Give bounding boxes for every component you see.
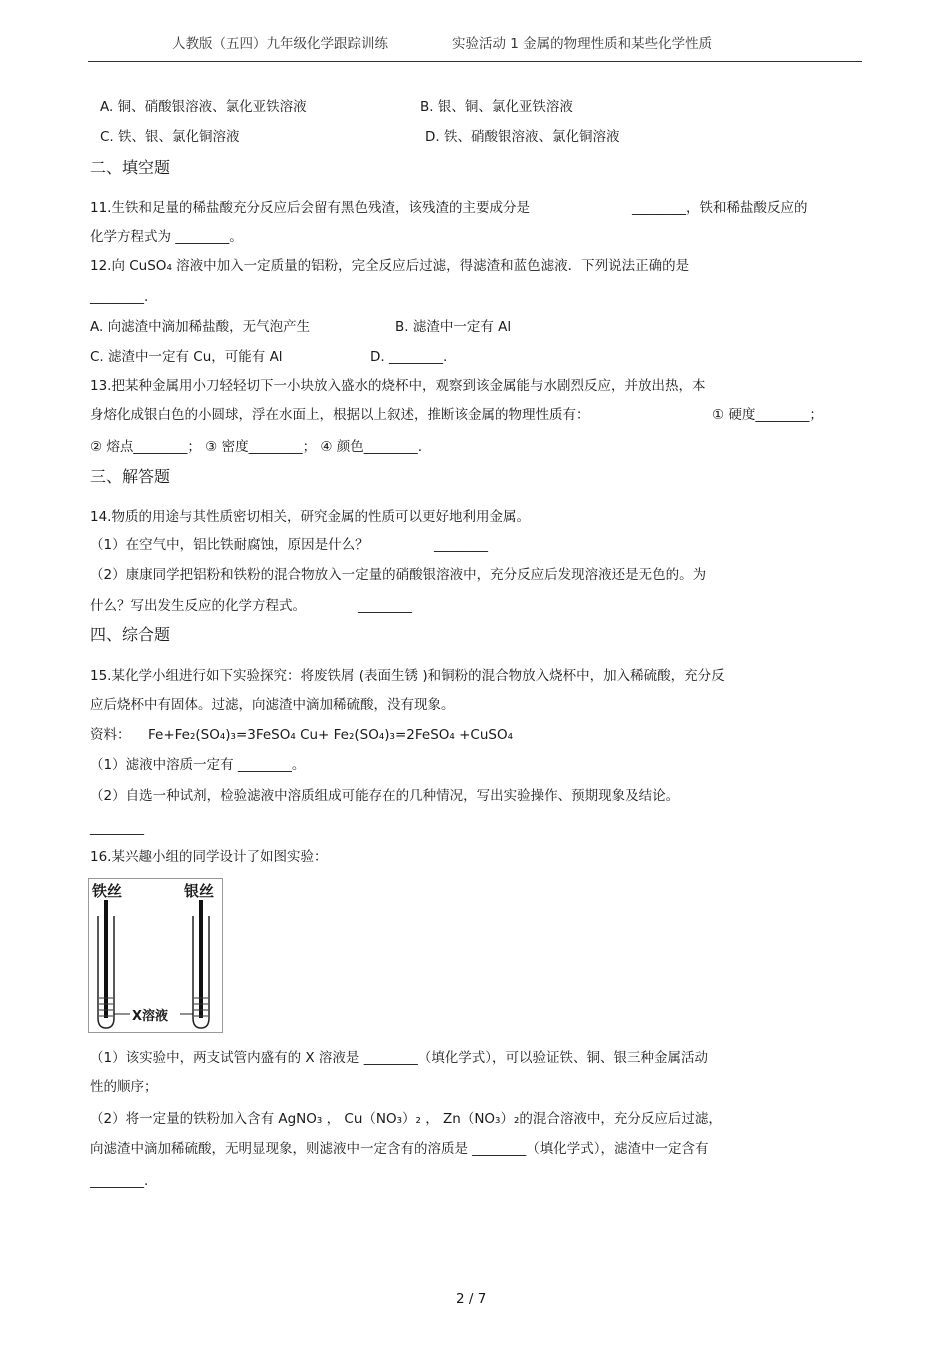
header-title: 人教版（五四）九年级化学跟踪训练 [172, 36, 388, 52]
q15-line-6: ________ [90, 820, 144, 836]
q13-line-2: 身熔化成银白色的小圆球，浮在水面上，根据以上叙述，推断该金属的物理性质有： [90, 407, 590, 423]
iron-wire-label: 铁丝 [92, 882, 123, 900]
section-heading-comprehensive: 四、综合题 [90, 625, 171, 644]
q16-line-3: 性的顺序； [90, 1079, 158, 1095]
q14-line-4-blank: ________ [358, 598, 412, 614]
q12-option-d: D. ________. [370, 349, 448, 365]
q10-option-d: D. 铁、硝酸银溶液、氯化铜溶液 [425, 129, 620, 145]
header-subtitle: 实验活动 1 金属的物理性质和某些化学性质 [452, 36, 713, 52]
silver-wire-label: 银丝 [184, 882, 215, 900]
q11-line-1-blank: ________，铁和稀盐酸反应的 [632, 200, 808, 216]
q15-reference-label: 资料： [90, 727, 131, 743]
q16-line-1: 16.某兴趣小组的同学设计了如图实验： [90, 849, 328, 865]
q15-line-1: 15.某化学小组进行如下实验探究：将废铁屑 (表面生锈 )和铜粉的混合物放入烧杯中，加入稀硫酸，充分反 [90, 668, 725, 684]
q14-line-2-blank: ________ [434, 537, 488, 553]
q10-option-c: C. 铁、银、氯化铜溶液 [100, 129, 240, 145]
page-number: 2 / 7 [456, 1291, 487, 1307]
q16-line-2: （1）该实验中，两支试管内盛有的 X 溶液是 ________（填化学式），可以验证铁、铜、银三种金属活动 [90, 1050, 708, 1066]
q14-line-3: （2）康康同学把铝粉和铁粉的混合物放入一定量的硝酸银溶液中，充分反应后发现溶液还是无色的。为 [90, 567, 707, 583]
q11-line-1: 11.生铁和足量的稀盐酸充分反应后会留有黑色残渣，该残渣的主要成分是 [90, 200, 530, 216]
q13-line-2-hardness: ① 硬度________； [712, 407, 823, 423]
q13-line-3: ② 熔点________； ③ 密度________； ④ 颜色________. [90, 439, 423, 455]
q15-reference-equations: Fe+Fe₂(SO₄)₃=3FeSO₄ Cu+ Fe₂(SO₄)₃=2FeSO₄ +CuSO₄ [148, 727, 513, 743]
q12-line-1: 12.向 CuSO₄ 溶液中加入一定质量的铝粉，完全反应后过滤，得滤渣和蓝色滤液．下列说法正确的是 [90, 258, 690, 274]
q13-line-1: 13.把某种金属用小刀轻轻切下一小块放入盛水的烧杯中，观察到该金属能与水剧烈反应，并放出热，本 [90, 378, 706, 394]
q16-line-5: 向滤渣中滴加稀硫酸，无明显现象，则滤液中一定含有的溶质是 ________（填化学式），滤渣中一定含有 [90, 1141, 709, 1157]
q16-line-6: ________. [90, 1173, 149, 1189]
section-heading-answer: 三、解答题 [90, 467, 171, 486]
q14-line-1: 14.物质的用途与其性质密切相关，研究金属的性质可以更好地利用金属。 [90, 509, 530, 525]
header-rule [88, 61, 862, 62]
q11-line-2: 化学方程式为 ________。 [90, 229, 243, 245]
q16-line-4: （2）将一定量的铁粉加入含有 AgNO₃ ， Cu（NO₃）₂ ， Zn（NO₃）₂的混合溶液中，充分反应后过滤， [90, 1111, 722, 1127]
q12-line-2: ________. [90, 289, 149, 305]
q15-line-5: （2）自选一种试剂，检验滤液中溶质组成可能存在的几种情况，写出实验操作、预期现象及结论。 [90, 788, 680, 804]
x-solution-label: X溶液 [132, 1009, 169, 1024]
q12-option-b: B. 滤渣中一定有 Al [395, 319, 512, 335]
test-tube-figure [88, 878, 223, 1033]
q12-option-c: C. 滤渣中一定有 Cu，可能有 Al [90, 349, 283, 365]
q15-line-4: （1）滤液中溶质一定有 ________。 [90, 757, 306, 773]
q12-option-a: A. 向滤渣中滴加稀盐酸，无气泡产生 [90, 319, 311, 335]
section-heading-fill-blank: 二、填空题 [90, 158, 171, 177]
q15-line-2: 应后烧杯中有固体。过滤，向滤渣中滴加稀硫酸，没有现象。 [90, 697, 455, 713]
q10-option-a: A. 铜、硝酸银溶液、氯化亚铁溶液 [100, 99, 307, 115]
q10-option-b: B. 银、铜、氯化亚铁溶液 [420, 99, 573, 115]
q14-line-2: （1）在空气中，铝比铁耐腐蚀，原因是什么？ [90, 537, 369, 553]
q14-line-4: 什么？写出发生反应的化学方程式。 [90, 598, 306, 614]
